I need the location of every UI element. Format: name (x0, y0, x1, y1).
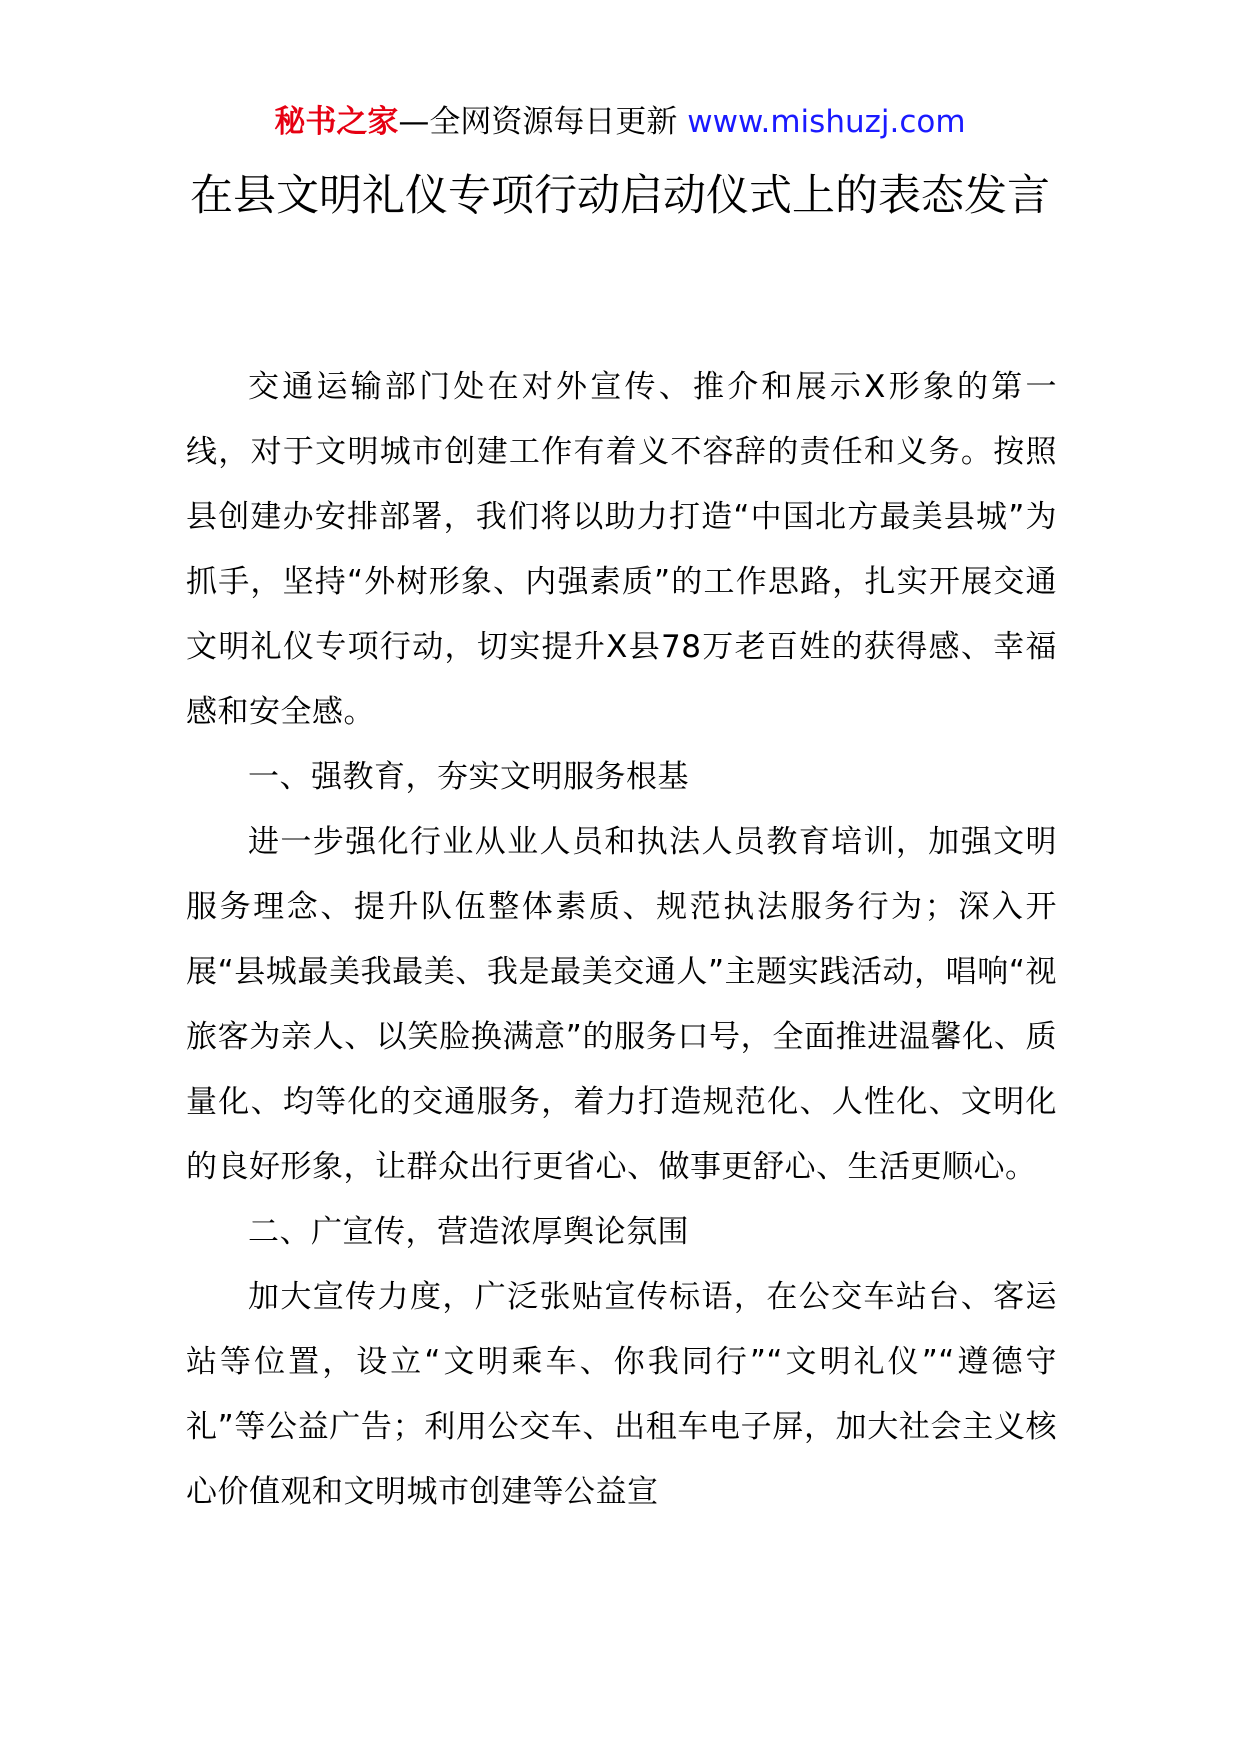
site-header (0, 100, 1240, 144)
document-body (186, 355, 1057, 1525)
document-title: 在县文明礼仪专项行动启动仪式上的表态发言 (190, 171, 1050, 221)
section-heading-2: 二、广宣传，营造浓厚舆论氛围 (248, 1214, 689, 1250)
section-heading-1: 一、强教育，夯实文明服务根基 (248, 759, 689, 795)
brand-name: 秘书之家 (274, 104, 399, 140)
site-tagline: —全网资源每日更新 (398, 104, 688, 140)
body-paragraph-intro: 交通运输部门处在对外宣传、推介和展示X形象的第一线，对于文明城市创建工作有着义不容辞的责任和义务。按照县创建办安排部署，我们将以助力打造“中国北方最美县城”为抓手，坚持“外树形象、内强素质”的工作思路，扎实开展交通文明礼仪专项行动，切实提升X县78万老百姓的获得感、幸福感和安全感。 (186, 369, 1057, 730)
body-paragraph-publicity: 加大宣传力度，广泛张贴宣传标语，在公交车站台、客运站等位置，设立“文明乘车、你我同行”“文明礼仪”“遵德守礼”等公益广告；利用公交车、出租车电子屏，加大社会主义核心价值观和文明城市创建等公益宣 (186, 1279, 1057, 1510)
body-paragraph-education: 进一步强化行业从业人员和执法人员教育培训，加强文明服务理念、提升队伍整体素质、规范执法服务行为；深入开展“县城最美我最美、我是最美交通人”主题实践活动，唱响“视旅客为亲人、以笑脸换满意”的服务口号，全面推进温馨化、质量化、均等化的交通服务，着力打造规范化、人性化、文明化的良好形象，让群众出行更省心、做事更舒心、生活更顺心。 (186, 824, 1057, 1185)
site-url-link[interactable]: www.mishuzj.com (687, 104, 966, 140)
